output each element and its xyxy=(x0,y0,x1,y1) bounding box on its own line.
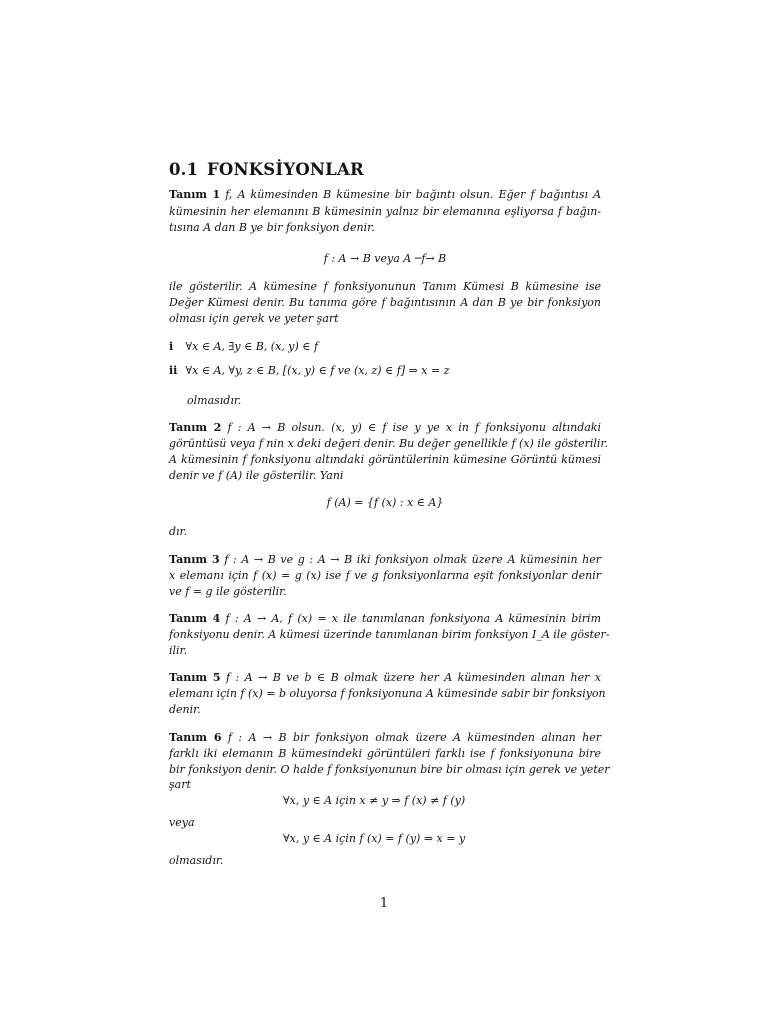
def3-line2: x elemanı için f (x) = g (x) ise f ve g fonksiyonlarına eşit fonksiyonlar denir xyxy=(169,569,601,582)
def1-line2: kümesinin her elemanını B kümesinin yalnız bir elemanına eşliyorsa f bağın- xyxy=(169,205,601,218)
def4-label: Tanım 4 xyxy=(169,612,221,625)
condition-i xyxy=(169,339,318,354)
def1-line1 xyxy=(169,187,601,202)
def2-equation: f (A) = {f (x) : x ∈ A} xyxy=(326,496,444,509)
def1-text1: f, A kümesinden B kümesine bir bağıntı olsun. Eğer f bağıntısı A xyxy=(225,188,602,201)
def2-line4: denir ve f (A) ile gösterilir. Yani xyxy=(169,469,344,482)
condition-i-tag: i xyxy=(169,340,174,353)
def5-line2: elemanı için f (x) = b oluyorsa f fonksiyonuna A kümesinde sabir bir fonksiyon xyxy=(169,687,606,700)
def6-equation2: ∀x, y ∈ A için f (x) = f (y) ⇒ x = y xyxy=(283,832,466,845)
def1-after3: olması için gerek ve yeter şart xyxy=(169,312,339,325)
def4-line3: ilir. xyxy=(169,644,188,657)
def6-end: olmasıdır. xyxy=(169,854,224,867)
def1-equation: f : A → B veya A ─f→ B xyxy=(323,252,447,265)
def5-text1: f : A → B ve b ∈ B olmak üzere her A kümesinden alınan her x xyxy=(226,671,602,684)
def2-label: Tanım 2 xyxy=(169,421,222,434)
section-heading xyxy=(169,160,364,179)
def6-line4: şart xyxy=(169,778,191,791)
def6-line2: farklı iki elemanın B kümesindeki görüntüleri farklı ise f fonksiyonuna bire xyxy=(169,747,601,760)
def4-line2: fonksiyonu denir. A kümesi üzerinde tanımlanan birim fonksiyon I_A ile göster- xyxy=(169,628,610,641)
def6-or: veya xyxy=(169,816,195,829)
def6-line1 xyxy=(169,730,601,745)
def4-text1: f : A → A, f (x) = x ile tanımlanan fonksiyona A kümesinin birim xyxy=(225,612,602,625)
condition-i-text: ∀x ∈ A, ∃y ∈ B, (x, y) ∈ f xyxy=(185,340,319,353)
def3-label: Tanım 3 xyxy=(169,553,220,566)
def1-after1: ile gösterilir. A kümesine f fonksiyonunun Tanım Kümesi B kümesine ise xyxy=(169,280,601,293)
def6-line3: bir fonksiyon denir. O halde f fonksiyonunun bire bir olması için gerek ve yeter xyxy=(169,763,610,776)
def2-end: dır. xyxy=(169,525,188,538)
def4-line1 xyxy=(169,611,601,626)
def5-label: Tanım 5 xyxy=(169,671,221,684)
condition-ii-text: ∀x ∈ A, ∀y, z ∈ B, [(x, y) ∈ f ve (x, z) ∈ f] ⇒ x = z xyxy=(185,364,450,377)
def1-after2: Değer Kümesi denir. Bu tanıma göre f bağıntısının A dan B ye bir fonksiyon xyxy=(169,296,601,309)
def6-equation1: ∀x, y ∈ A için x ≠ y ⇒ f (x) ≠ f (y) xyxy=(283,794,466,807)
def6-label: Tanım 6 xyxy=(169,731,222,744)
def2-line3: A kümesinin f fonksiyonu altındaki görüntülerinin kümesine Görüntü kümesi xyxy=(169,453,601,466)
def3-line1 xyxy=(169,552,601,567)
def2-line2: görüntüsü veya f nin x deki değeri denir. Bu değer genellikle f (x) ile gösterilir. xyxy=(169,437,608,450)
condition-ii xyxy=(169,363,450,378)
def3-text1: f : A → B ve g : A → B iki fonksiyon olmak üzere A kümesinin her xyxy=(224,553,602,566)
def1-label: Tanım 1 xyxy=(169,188,221,201)
def5-line3: denir. xyxy=(169,703,201,716)
section-number: 0.1 xyxy=(169,160,199,179)
section-title: FONKSİYONLAR xyxy=(207,160,364,179)
def6-text1: f : A → B bir fonksiyon olmak üzere A kümesinden alınan her xyxy=(227,731,601,744)
def2-text1: f : A → B olsun. (x, y) ∈ f ise y ye x in f fonksiyonu altındaki xyxy=(227,421,601,434)
condition-ii-tag: ii xyxy=(169,364,178,377)
page-number: 1 xyxy=(379,896,389,911)
def2-line1 xyxy=(169,420,601,435)
def3-line3: ve f = g ile gösterilir. xyxy=(169,585,287,598)
def5-line1 xyxy=(169,670,601,685)
def1-line3: tısına A dan B ye bir fonksiyon denir. xyxy=(169,221,375,234)
conditions-end: olmasıdır. xyxy=(187,394,242,407)
